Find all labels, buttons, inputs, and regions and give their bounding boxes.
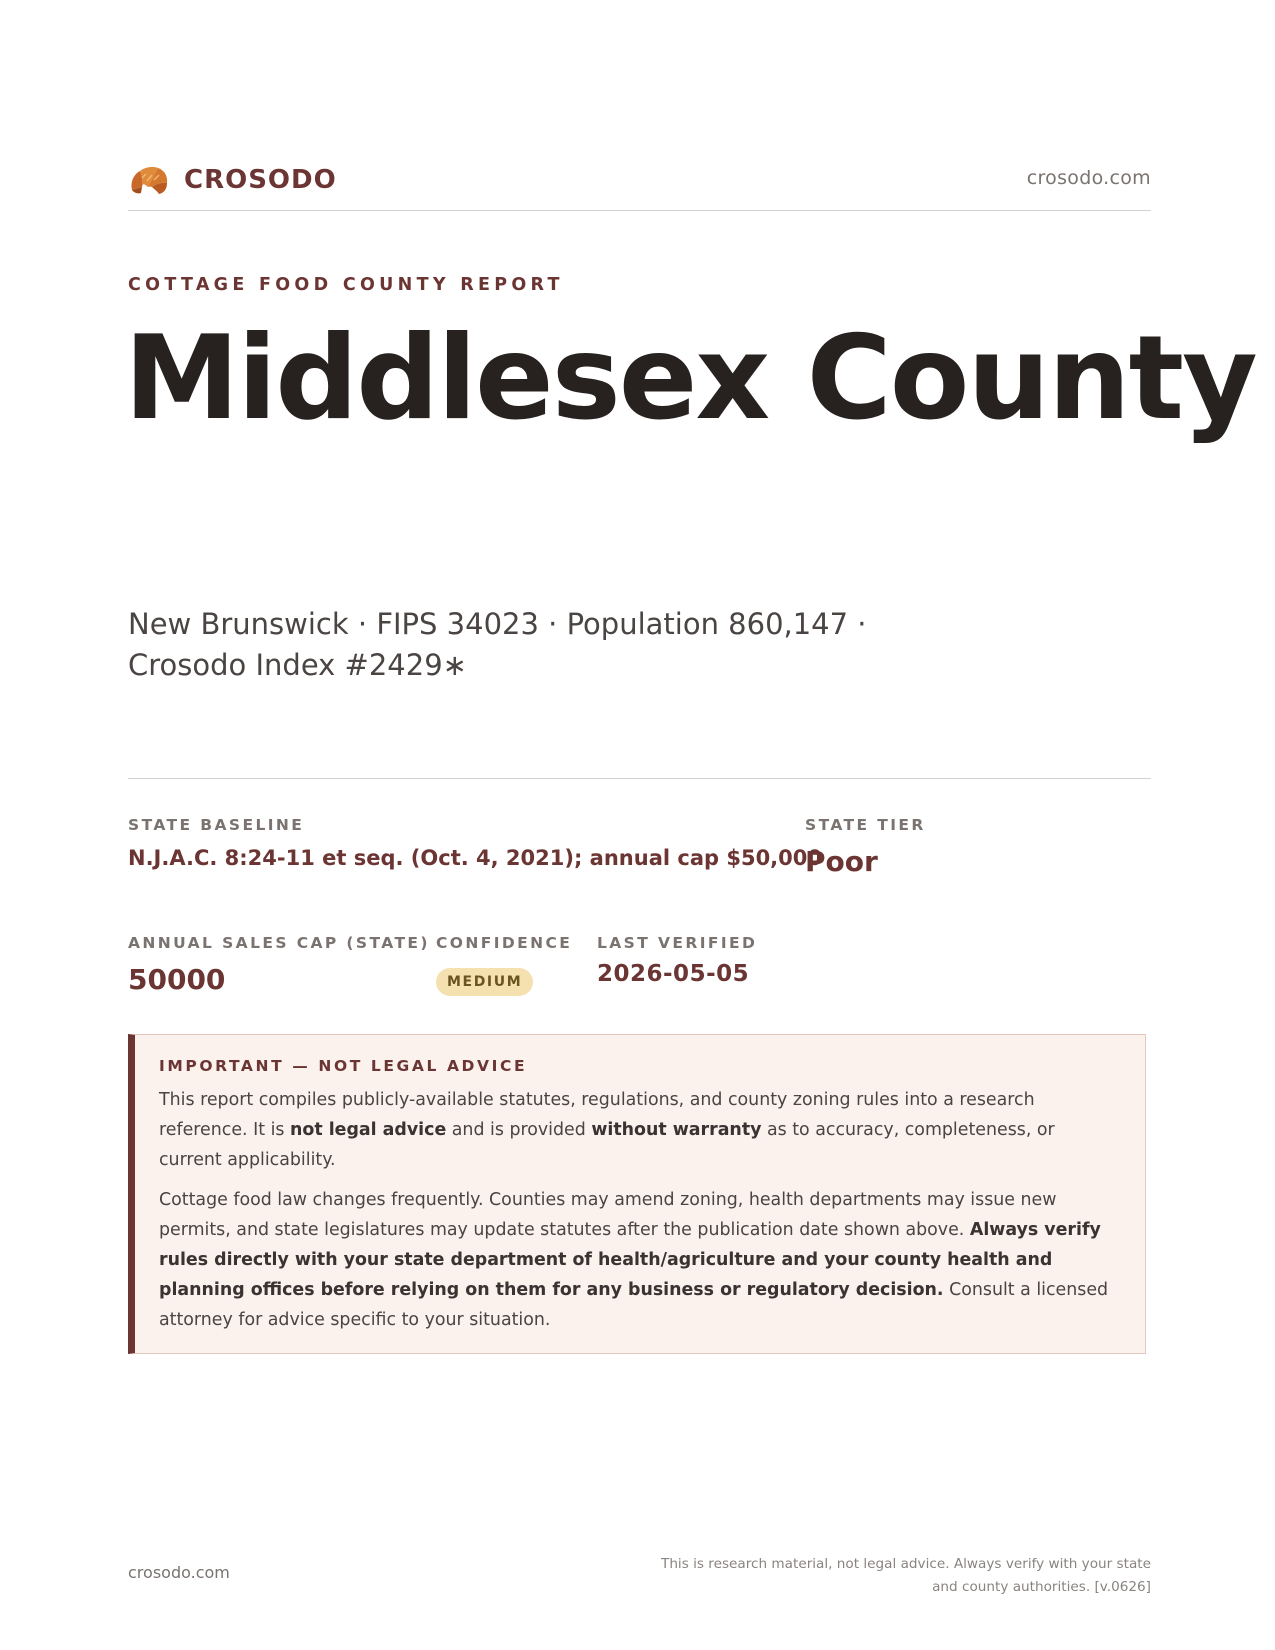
footer-disclaimer-line1: This is research material, not legal advice. Always verify with your state bbox=[661, 1556, 1151, 1572]
footer-disclaimer-line2: and county authorities. [v.0626] bbox=[932, 1579, 1151, 1595]
county-summary bbox=[128, 604, 888, 686]
report-eyebrow: COTTAGE FOOD COUNTY REPORT bbox=[128, 275, 564, 295]
header-divider bbox=[128, 210, 1151, 211]
sales-cap-label: ANNUAL SALES CAP (STATE) bbox=[128, 934, 430, 952]
state-tier-value: Poor bbox=[805, 845, 878, 878]
notice-paragraph-2 bbox=[159, 1185, 1119, 1335]
notice-paragraph-1 bbox=[159, 1085, 1119, 1175]
state-tier-label: STATE TIER bbox=[805, 816, 926, 834]
notice-text: and is provided bbox=[446, 1120, 592, 1140]
notice-text: Cottage food law changes frequently. Counties may amend zoning, health departments may issue new permits, and state legislatures may update statutes after the publication date shown above. bbox=[159, 1190, 1057, 1240]
state-baseline-label: STATE BASELINE bbox=[128, 816, 305, 834]
sales-cap-value: 50000 bbox=[128, 963, 226, 996]
site-link[interactable]: crosodo.com bbox=[1026, 167, 1151, 189]
confidence-badge-wrap bbox=[436, 968, 533, 996]
confidence-label: CONFIDENCE bbox=[436, 934, 573, 952]
croissant-icon bbox=[128, 160, 170, 200]
county-summary-line2: Crosodo Index #2429∗ bbox=[128, 648, 467, 682]
notice-text: as to accuracy, completeness, or current applicability. bbox=[159, 1120, 1055, 1170]
notice-text: This report compiles publicly-available statutes, regulations, and county zoning rules into a research reference. It is bbox=[159, 1090, 1035, 1140]
notice-text: Consult a licensed attorney for advice specific to your situation. bbox=[159, 1280, 1109, 1330]
notice-emphasis: Always verify rules directly with your state department of health/agriculture and your county health and planning offices before relying on them for any business or regulatory decision. bbox=[159, 1220, 1101, 1300]
notice-emphasis: without warranty bbox=[591, 1120, 762, 1140]
state-baseline-value: N.J.A.C. 8:24-11 et seq. (Oct. 4, 2021); annual cap $50,000 bbox=[128, 846, 822, 870]
county-summary-line1: New Brunswick · FIPS 34023 · Population 860,147 · bbox=[128, 607, 867, 641]
section-divider bbox=[128, 778, 1151, 779]
last-verified-value: 2026-05-05 bbox=[597, 961, 750, 987]
confidence-badge: MEDIUM bbox=[436, 968, 533, 996]
footer-site-link[interactable]: crosodo.com bbox=[128, 1563, 230, 1582]
last-verified-label: LAST VERIFIED bbox=[597, 934, 758, 952]
notice-title: IMPORTANT — NOT LEGAL ADVICE bbox=[159, 1057, 528, 1075]
page-title: Middlesex County bbox=[124, 311, 1256, 446]
legal-notice bbox=[128, 1034, 1146, 1354]
footer-disclaimer bbox=[611, 1553, 1151, 1599]
brand-name: CROSODO bbox=[184, 165, 337, 195]
brand bbox=[128, 160, 337, 200]
notice-emphasis: not legal advice bbox=[290, 1120, 447, 1140]
